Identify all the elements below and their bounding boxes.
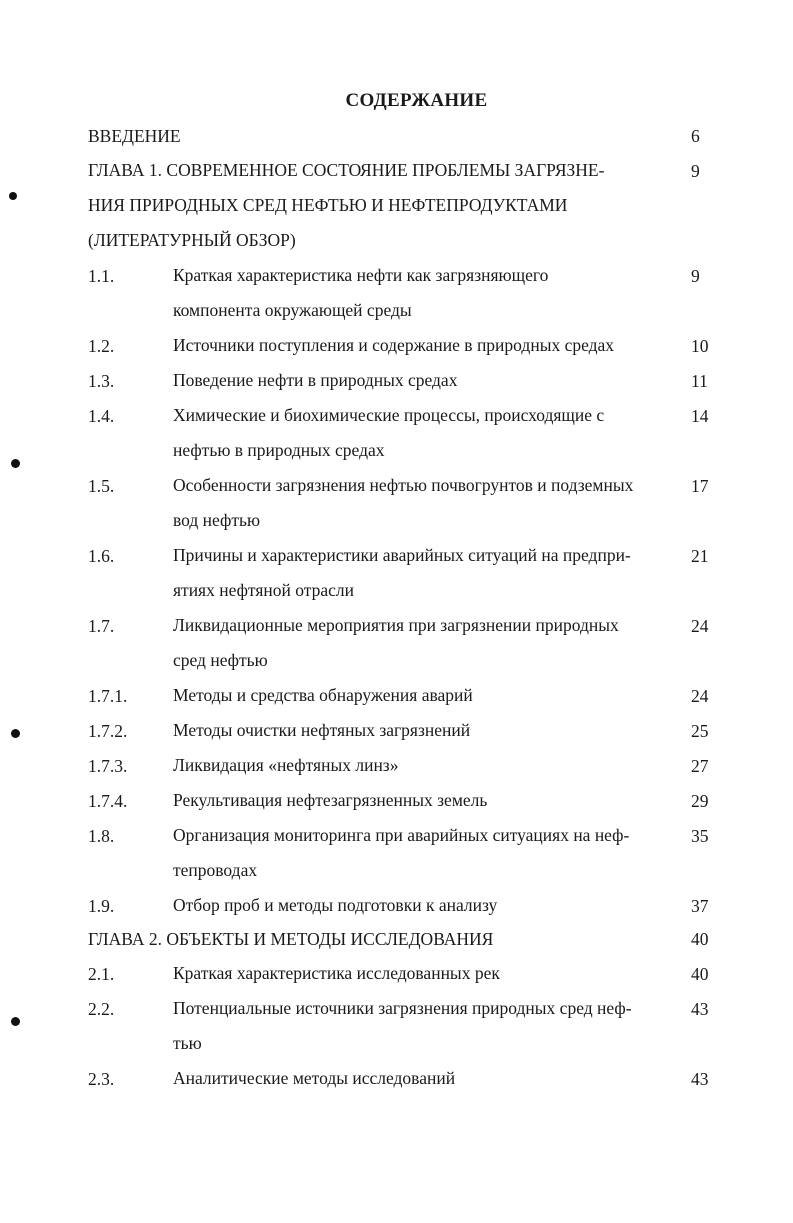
toc-entry-title-line: Методы очистки нефтяных загрязнений	[173, 720, 471, 740]
punch-hole-dot	[11, 729, 20, 738]
toc-chapter-1-line: НИЯ ПРИРОДНЫХ СРЕД НЕФТЬЮ И НЕФТЕПРОДУКТАМИ	[88, 195, 568, 215]
toc-entry-number: 2.3.	[88, 1069, 115, 1089]
toc-entry-title-line: Аналитические методы исследований	[173, 1068, 456, 1088]
toc-entry-title-line: Поведение нефти в природных средах	[173, 370, 458, 390]
toc-page-number: 17	[691, 476, 709, 496]
toc-entry-title-line: Краткая характеристика нефти как загрязняющего	[173, 265, 549, 285]
toc-entry-number: 1.7.	[88, 616, 115, 636]
toc-chapter-2-label: ГЛАВА 2. ОБЪЕКТЫ И МЕТОДЫ ИССЛЕДОВАНИЯ	[88, 929, 494, 949]
toc-entry-number: 1.4.	[88, 406, 115, 426]
toc-entry-title-line: Методы и средства обнаружения аварий	[173, 685, 473, 705]
toc-entry-title-line: ятиях нефтяной отрасли	[173, 580, 355, 600]
toc-entry-title-line: тепроводах	[173, 860, 258, 880]
toc-entry-title-line: компонента окружающей среды	[173, 300, 412, 320]
toc-entry-number: 1.7.3.	[88, 756, 128, 776]
toc-page-number: 11	[691, 371, 708, 391]
toc-entry-title-line: сред нефтью	[173, 650, 268, 670]
toc-page-number: 6	[691, 126, 700, 146]
toc-page-number: 14	[691, 406, 709, 426]
toc-page-number: 37	[691, 896, 709, 916]
toc-chapter-1-line: (ЛИТЕРАТУРНЫЙ ОБЗОР)	[88, 230, 296, 250]
toc-entry-title-line: Химические и биохимические процессы, происходящие с	[173, 405, 605, 425]
toc-page-number: 9	[691, 161, 700, 181]
toc-page-number: 10	[691, 336, 709, 356]
toc-entry-number: 2.2.	[88, 999, 115, 1019]
toc-entry-number: 1.7.2.	[88, 721, 128, 741]
toc-entry-title-line: нефтью в природных средах	[173, 440, 385, 460]
toc-entry-number: 1.5.	[88, 476, 115, 496]
toc-entry-title-line: Особенности загрязнения нефтью почвогрунтов и подземных	[173, 475, 634, 495]
toc-page-number: 21	[691, 546, 709, 566]
toc-entry-title-line: Организация мониторинга при аварийных ситуациях на неф-	[173, 825, 630, 845]
toc-entry-title-line: Ликвидация «нефтяных линз»	[173, 755, 399, 775]
toc-page-number: 25	[691, 721, 709, 741]
toc-entry-title-line: Отбор проб и методы подготовки к анализу	[173, 895, 498, 915]
toc-page-number: 24	[691, 686, 709, 706]
toc-entry-number: 1.7.4.	[88, 791, 128, 811]
toc-entry-number: 1.2.	[88, 336, 115, 356]
toc-entry-number: 1.9.	[88, 896, 115, 916]
toc-entry-number: 1.3.	[88, 371, 115, 391]
scan-artifact-dot	[9, 192, 17, 200]
toc-entry-title-line: Рекультивация нефтезагрязненных земель	[173, 790, 488, 810]
toc-entry-title-line: Потенциальные источники загрязнения природных сред неф-	[173, 998, 632, 1018]
toc-intro-label: ВВЕДЕНИЕ	[88, 126, 181, 146]
toc-page-number: 9	[691, 266, 700, 286]
toc-entry-title-line: Причины и характеристики аварийных ситуаций на предпри-	[173, 545, 631, 565]
toc-entry-number: 1.8.	[88, 826, 115, 846]
toc-entry-title-line: Краткая характеристика исследованных рек	[173, 963, 500, 983]
toc-entry-number: 1.1.	[88, 266, 115, 286]
toc-entry-number: 1.7.1.	[88, 686, 128, 706]
toc-chapter-1-line: ГЛАВА 1. СОВРЕМЕННОЕ СОСТОЯНИЕ ПРОБЛЕМЫ ЗАГРЯЗНЕ-	[88, 160, 605, 180]
toc-entry-title-line: тью	[173, 1033, 202, 1053]
toc-entry-title-line: Источники поступления и содержание в природных средах	[173, 335, 615, 355]
toc-entry-title-line: Ликвидационные мероприятия при загрязнении природных	[173, 615, 619, 635]
punch-hole-dot	[11, 459, 20, 468]
toc-page-number: 35	[691, 826, 709, 846]
toc-entry-number: 2.1.	[88, 964, 115, 984]
punch-hole-dot	[11, 1017, 20, 1026]
toc-page-number: 40	[691, 929, 709, 949]
toc-entry-number: 1.6.	[88, 546, 115, 566]
toc-page-number: 43	[691, 1069, 709, 1089]
toc-page-number: 24	[691, 616, 709, 636]
toc-page-number: 40	[691, 964, 709, 984]
toc-page-number: 43	[691, 999, 709, 1019]
toc-page-number: 29	[691, 791, 709, 811]
toc-page-number: 27	[691, 756, 709, 776]
toc-entry-title-line: вод нефтью	[173, 510, 261, 530]
page-title: СОДЕРЖАНИЕ	[345, 90, 488, 111]
